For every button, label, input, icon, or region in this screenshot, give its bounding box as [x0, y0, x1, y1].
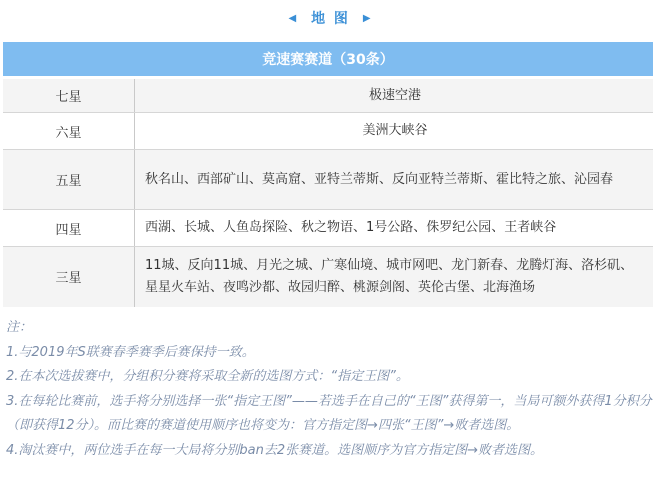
rank-cell: 七星	[3, 78, 135, 113]
rank-cell: 三星	[3, 247, 135, 307]
note-item: 3.在每轮比赛前，选手将分别选择一张“指定王图”——若选手在自己的“王图”获得第一，当局可额外获得1分积分（即获得12分）。而比赛的赛道使用顺序也将变为：官方指定图→四张“王图”→败者选图。	[6, 393, 652, 433]
table-row	[3, 113, 653, 150]
maps-cell: 11城、反向11城、月光之城、广寒仙境、城市网吧、龙门新春、龙腾灯海、洛杉矶、星星火车站、夜鸣沙都、故园归醉、桃源剑阁、英伦古堡、北海渔场	[135, 247, 654, 307]
rank-cell: 六星	[3, 113, 135, 150]
table-row	[3, 150, 653, 210]
table-title: 竞速赛赛道（30条）	[3, 42, 653, 78]
section-title: 地 图	[311, 11, 350, 27]
triangle-right-icon: ▶	[362, 13, 373, 24]
maps-cell: 极速空港	[135, 78, 654, 113]
map-section-header	[0, 8, 661, 30]
note-item: 1.与2019年S联赛春季赛季后赛保持一致。	[6, 344, 255, 360]
notes-label: 注：	[6, 320, 33, 335]
maps-cell: 西湖、长城、人鱼岛探险、秋之物语、1号公路、侏罗纪公园、王者峡谷	[135, 210, 654, 247]
table-row	[3, 247, 653, 307]
triangle-left-icon: ◀	[288, 13, 299, 24]
rank-cell: 四星	[3, 210, 135, 247]
maps-cell: 秋名山、西部矿山、莫高窟、亚特兰蒂斯、反向亚特兰蒂斯、霍比特之旅、沁园春	[135, 150, 654, 210]
maps-cell: 美洲大峡谷	[135, 113, 654, 150]
table-row	[3, 210, 653, 247]
note-item: 4.淘汰赛中，两位选手在每一大局将分别ban去2张赛道。选图顺序为官方指定图→败者选图。	[6, 442, 544, 458]
note-item: 2.在本次选拔赛中，分组积分赛将采取全新的选图方式：“指定王图”。	[6, 369, 409, 384]
notes-section	[6, 316, 656, 463]
track-table	[3, 42, 653, 307]
rank-cell: 五星	[3, 150, 135, 210]
table-row	[3, 78, 653, 113]
